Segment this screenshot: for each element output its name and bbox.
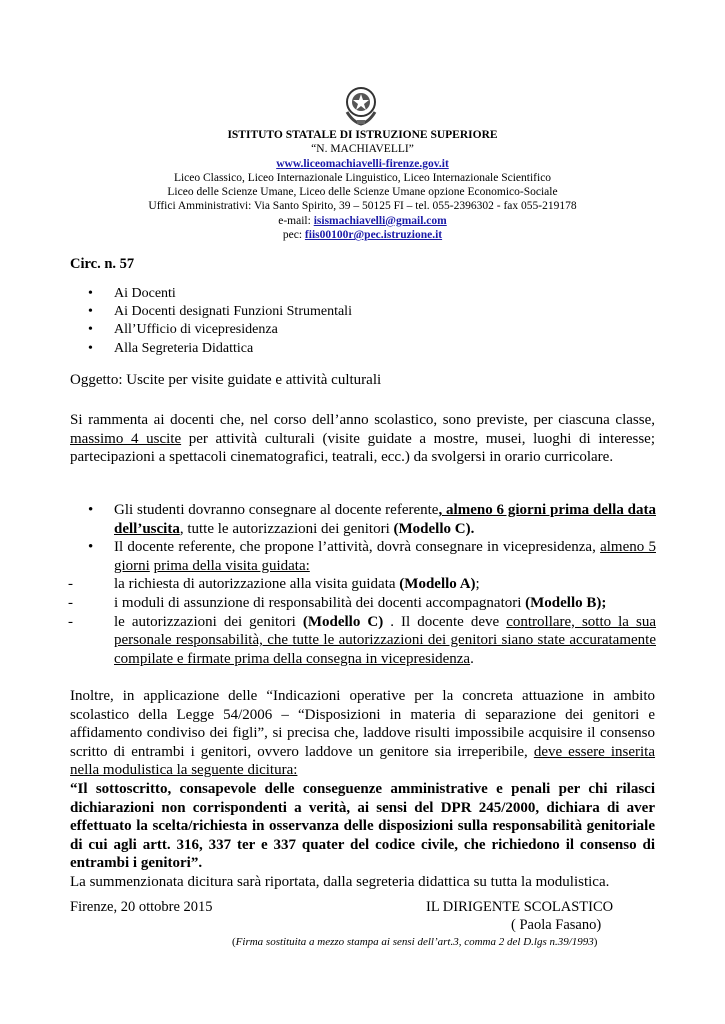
signature-note: [232, 936, 597, 948]
signatory-role: IL DIRIGENTE SCOLASTICO: [426, 899, 614, 915]
school-name: “N. MACHIAVELLI”: [311, 143, 414, 156]
institute-name: ISTITUTO STATALE DI ISTRUZIONE SUPERIORE: [227, 129, 498, 141]
dash-model: (Modello A): [399, 576, 476, 593]
dash-marker: -: [68, 594, 73, 611]
note-paren: (: [232, 936, 236, 948]
consent-text: Inoltre, in applicazione delle “Indicazioni operative per la concreta attuazione in ambito scolastico della Legge 54/2006 – “Disposizioni in materia di separazione dei genitori e affidamento condiviso dei figli”, si precisa che, laddove risulti impossibile acquisire il consenso scritto di entrambi i genitori, ovvero laddove un genitore sia irreperibile,: [70, 688, 655, 760]
dash-model: (Modello B);: [525, 594, 607, 611]
recipient-item: • Ai Docenti designati Funzioni Strumentali: [88, 303, 352, 321]
intro-underlined: massimo 4 uscite: [70, 430, 182, 447]
consent-closing: La summenzionata dicitura sarà riportata, dalla segreteria didattica su tutta la modulistica.: [70, 873, 610, 890]
bullet-deadline: , almeno 6 giorni prima della data dell’uscita: [114, 502, 656, 537]
bullet-item: [88, 538, 656, 575]
dash-text: la richiesta di autorizzazione alla visita guidata: [114, 576, 400, 593]
letterhead: [60, 128, 665, 242]
letterhead-line-1: Liceo Classico, Liceo Internazionale Linguistico, Liceo Internazionale Scientifico: [173, 171, 552, 184]
dash-text: i moduli di assunzione di responsabilità dei docenti accompagnatori: [114, 594, 526, 611]
pec-line: [60, 228, 665, 242]
dash-item: [68, 575, 656, 594]
dash-item: [68, 594, 656, 613]
recipient-item: • Ai Docenti: [88, 285, 352, 303]
subject-line: Oggetto: Uscite per visite guidate e attività culturali: [70, 372, 382, 388]
recipient-list: [88, 285, 352, 358]
dash-text: .: [470, 650, 474, 667]
bullet-text: , tutte le autorizzazioni dei genitori: [179, 520, 394, 537]
dash-item: [68, 613, 656, 669]
dash-text: le autorizzazioni dei genitori: [114, 613, 303, 630]
email-line: [60, 214, 665, 228]
letterhead-line-2: Liceo delle Scienze Umane, Liceo delle Scienze Umane opzione Economico-Sociale: [167, 186, 558, 199]
bullet-text: Gli studenti dovranno consegnare al docente referente: [114, 502, 439, 518]
bullet-text: Il docente referente, che propone l’attività, dovrà consegnare in vicepresidenza,: [114, 539, 601, 556]
bullet-model: (Modello C).: [393, 520, 475, 537]
dash-model: (Modello C): [302, 613, 384, 630]
dash-marker: -: [68, 576, 73, 593]
place-date: Firenze, 20 ottobre 2015: [70, 899, 213, 915]
letterhead-line-3: Uffici Amministrativi: Via Santo Spirito, 39 – 50125 FI – tel. 055-2396302 - fax 055-219178: [148, 200, 577, 213]
consent-paragraph: [70, 687, 655, 892]
bullet-underlined: almeno 5 giorni: [114, 539, 656, 574]
instructions-list: [68, 501, 656, 668]
circular-number: Circ. n. 57: [70, 256, 135, 272]
dash-marker: -: [68, 613, 73, 630]
bullet-underlined: prima della visita guidata:: [153, 557, 310, 574]
intro-text: Si rammenta ai docenti che, nel corso dell’anno scolastico, sono previste, per ciascuna classe,: [70, 412, 655, 428]
bullet-marker: •: [88, 539, 94, 556]
recipient-item: • All’Ufficio di vicepresidenza: [88, 321, 352, 339]
email-label: e-mail:: [278, 214, 314, 227]
dash-text: . Il docente deve: [383, 613, 507, 630]
bullet-marker: •: [88, 502, 94, 518]
italian-republic-emblem-icon: [341, 84, 381, 126]
note-paren: ): [593, 936, 598, 948]
email-link[interactable]: isismachiavelli@gmail.com: [313, 214, 447, 227]
bullet-item: [88, 501, 656, 538]
dash-underlined: controllare, sotto la sua personale responsabilità, che tutte le autorizzazioni dei genitori siano state accuratamente compilate e firmate prima della consegna in vicepresidenza: [114, 613, 656, 667]
intro-text-end: per attività culturali (visite guidate a mostre, musei, luoghi di interesse; partecipazioni a spettacoli cinematografici, teatrali, ecc.) da svolgersi in orario curricolare.: [70, 430, 656, 466]
consent-quote: “Il sottoscritto, consapevole delle conseguenze amministrative e penali per chi rilasci dichiarazioni non corrispondenti a verità, ai sensi del DPR 245/2000, dichiara di aver effettuato la scelta/richiesta in osservanza delle disposizioni sulla responsabilità genitoriale di cui agli artt. 316, 337 ter e 337 quater del codice civile, che richiedono il consenso di entrambi i genitori”.: [70, 780, 655, 872]
dash-text: ;: [475, 576, 480, 593]
consent-underlined: deve essere inserita nella modulistica la seguente dicitura:: [70, 743, 656, 779]
pec-label: pec:: [282, 229, 305, 242]
note-text: Firma sostituita a mezzo stampa ai sensi dell’art.3, comma 2 del D.lgs n.39/1993: [235, 936, 594, 948]
pec-link[interactable]: fiis00100r@pec.istruzione.it: [304, 229, 443, 242]
recipient-item: • Alla Segreteria Didattica: [88, 340, 352, 358]
website-link[interactable]: www.liceomachiavelli-firenze.gov.it: [276, 157, 449, 170]
signatory-name: ( Paola Fasano): [511, 917, 602, 933]
intro-paragraph: [70, 411, 655, 467]
